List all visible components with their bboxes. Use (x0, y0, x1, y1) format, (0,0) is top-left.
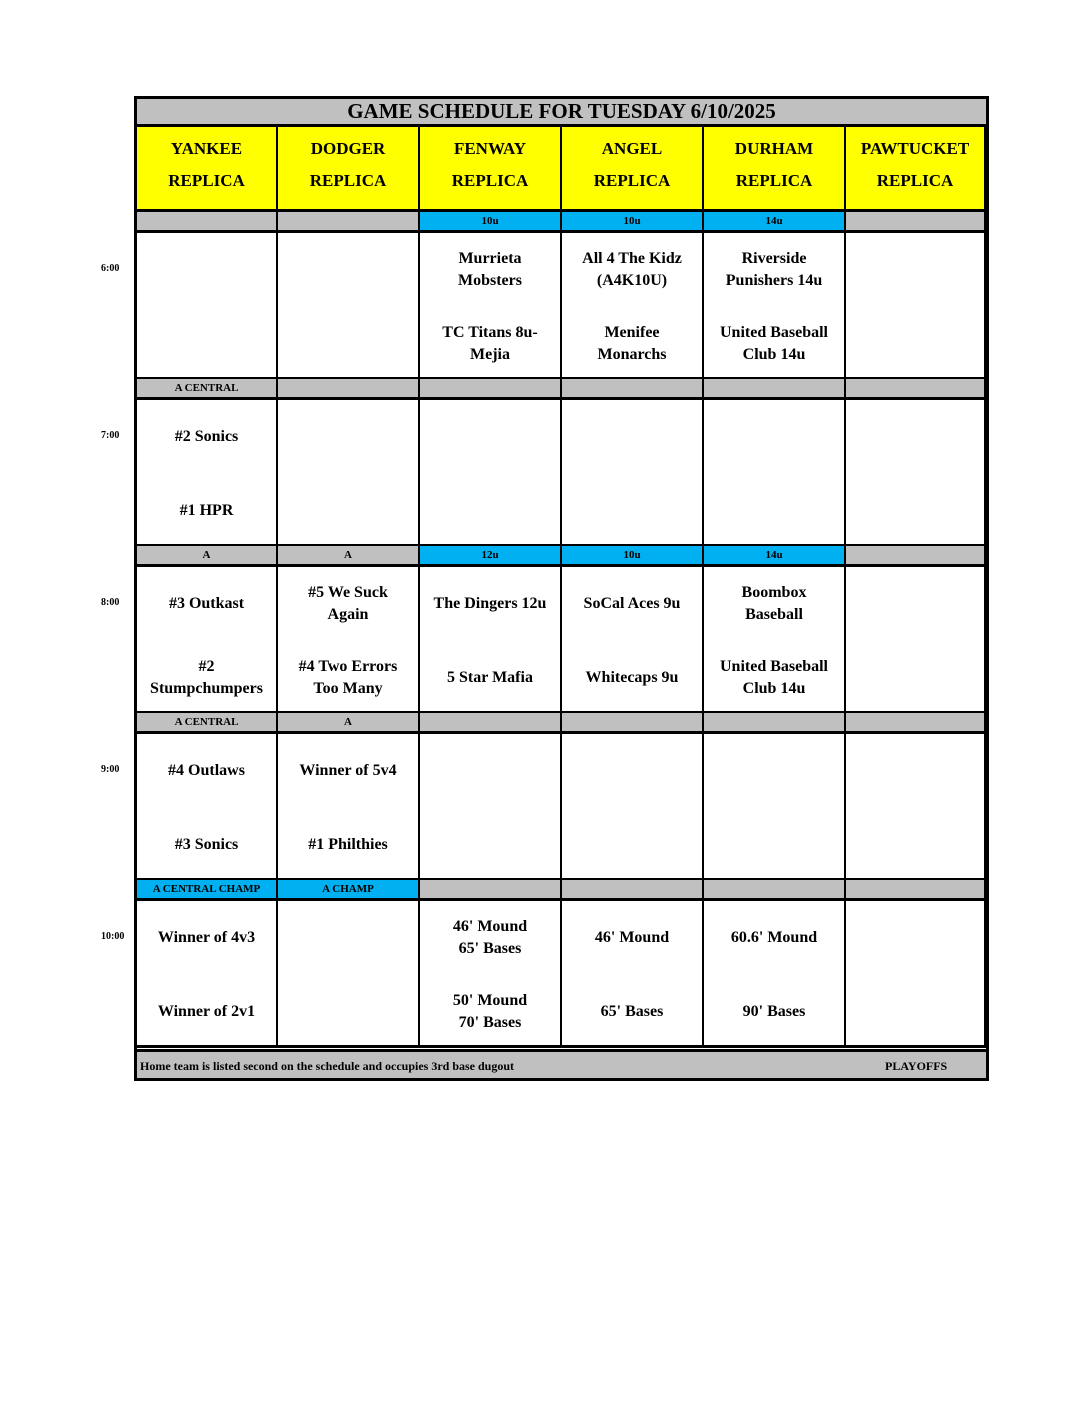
home-team-line: Club 14u (742, 346, 806, 363)
game-cell (137, 901, 278, 1048)
away-team-line: Baseball (745, 606, 803, 623)
away-team-line: Winner of 4v3 (157, 929, 256, 946)
away-team-line: #5 We Suck (308, 584, 388, 601)
game-cell (704, 233, 846, 380)
field-header-yankee (137, 127, 278, 212)
division-label: 10u (562, 546, 704, 567)
game-cell (278, 734, 420, 881)
home-team-line: 50' Mound (452, 992, 528, 1009)
away-team-line: #3 Outkast (168, 595, 245, 612)
time-label: 10:00 (101, 931, 125, 942)
division-label (704, 880, 846, 901)
division-label: A CENTRAL (137, 379, 278, 400)
field-sub: REPLICA (735, 171, 813, 190)
division-label (704, 713, 846, 734)
schedule-title: GAME SCHEDULE FOR TUESDAY 6/10/2025 (134, 96, 989, 127)
game-cell (137, 400, 278, 547)
away-team-line: Punishers 14u (725, 272, 823, 289)
game-cell (420, 734, 562, 881)
away-team-line: 46' Mound (594, 929, 670, 946)
home-team-line: Monarchs (597, 346, 667, 363)
division-label: A (137, 546, 278, 567)
game-cell (278, 901, 420, 1048)
field-name: ANGEL (601, 139, 663, 158)
game-cell (278, 400, 420, 547)
field-sub: REPLICA (593, 171, 671, 190)
field-name: YANKEE (170, 139, 243, 158)
division-label (846, 546, 986, 567)
home-team-line: #1 Philthies (308, 836, 388, 853)
division-label: A CENTRAL CHAMP (137, 880, 278, 901)
game-cell (562, 233, 704, 380)
game-cell (562, 567, 704, 714)
division-label: 12u (420, 546, 562, 567)
field-sub: REPLICA (451, 171, 529, 190)
home-team-line: Mejia (470, 346, 510, 363)
game-cell (704, 901, 846, 1048)
home-team-line: 70' Bases (458, 1014, 522, 1031)
away-team-line: Murrieta (458, 250, 522, 267)
home-team-line: #3 Sonics (174, 836, 239, 853)
field-header-fenway (420, 127, 562, 212)
away-team-line: SoCal Aces 9u (583, 595, 681, 612)
division-label (562, 880, 704, 901)
home-team-line: #4 Two Errors (298, 658, 398, 675)
division-label (846, 880, 986, 901)
away-team-line: 65' Bases (458, 940, 522, 957)
time-label: 6:00 (101, 263, 120, 274)
home-team-line: United Baseball (719, 658, 828, 675)
away-team-line: Winner of 5v4 (299, 762, 397, 779)
field-name: DURHAM (734, 139, 814, 158)
home-team-line: Whitecaps 9u (585, 669, 679, 686)
away-team-line: Riverside (741, 250, 807, 267)
game-cell (846, 901, 986, 1048)
division-label (420, 713, 562, 734)
game-cell (278, 233, 420, 380)
home-team-line: Stumpchumpers (150, 680, 263, 697)
field-header-durham (704, 127, 846, 212)
division-label: A (278, 713, 420, 734)
division-label (562, 379, 704, 400)
game-cell (137, 567, 278, 714)
division-label (278, 212, 420, 233)
game-cell (420, 400, 562, 547)
game-cell (846, 567, 986, 714)
home-team-line: 65' Bases (600, 1003, 664, 1020)
division-label: A (278, 546, 420, 567)
game-cell (846, 233, 986, 380)
home-team-line: 5 Star Mafia (447, 669, 533, 686)
away-team-line: Again (327, 606, 369, 623)
game-cell (137, 734, 278, 881)
game-cell (704, 734, 846, 881)
game-cell (562, 400, 704, 547)
division-label (278, 379, 420, 400)
time-label: 8:00 (101, 597, 120, 608)
home-team-line: #2 (198, 658, 215, 675)
field-sub: REPLICA (309, 171, 387, 190)
field-sub: REPLICA (168, 171, 245, 190)
away-team-line: 46' Mound (452, 918, 528, 935)
field-sub: REPLICA (876, 171, 954, 190)
home-team-note: Home team is listed second on the schedule and occupies 3rd base dugout (140, 1059, 515, 1073)
game-cell (562, 901, 704, 1048)
field-header-angel (562, 127, 704, 212)
game-cell (420, 901, 562, 1048)
division-label: 14u (704, 546, 846, 567)
division-label: 14u (704, 212, 846, 233)
home-team-line: Too Many (313, 680, 383, 697)
field-header-pawtucket (846, 127, 986, 212)
time-label: 9:00 (101, 764, 120, 775)
division-label: 10u (562, 212, 704, 233)
away-team-line: (A4K10U) (596, 272, 668, 289)
game-cell (420, 567, 562, 714)
home-team-line: Club 14u (742, 680, 806, 697)
division-label (420, 379, 562, 400)
away-team-line: Boombox (741, 584, 807, 601)
footer-bar (134, 1049, 989, 1081)
division-label: A CENTRAL (137, 713, 278, 734)
division-label (420, 880, 562, 901)
division-label (137, 212, 278, 233)
away-team-line: Mobsters (458, 272, 522, 289)
division-label (562, 713, 704, 734)
playoffs-label: PLAYOFFS (885, 1059, 948, 1073)
home-team-line: United Baseball (719, 324, 828, 341)
home-team-line: Winner of 2v1 (157, 1003, 256, 1020)
field-name: PAWTUCKET (860, 139, 970, 158)
division-label (846, 713, 986, 734)
game-cell (704, 567, 846, 714)
division-label: A CHAMP (278, 880, 420, 901)
away-team-line: #4 Outlaws (168, 762, 245, 779)
division-label (846, 379, 986, 400)
field-name: DODGER (310, 139, 386, 158)
time-label: 7:00 (101, 430, 120, 441)
away-team-line: The Dingers 12u (433, 595, 547, 612)
game-cell (704, 400, 846, 547)
home-team-line: 90' Bases (742, 1003, 806, 1020)
away-team-line: #2 Sonics (174, 428, 239, 445)
home-team-line: Menifee (604, 324, 660, 341)
away-team-line: 60.6' Mound (730, 929, 818, 946)
game-cell (562, 734, 704, 881)
field-name: FENWAY (453, 139, 527, 158)
home-team-line: TC Titans 8u- (442, 324, 538, 341)
game-cell (846, 734, 986, 881)
division-label: 10u (420, 212, 562, 233)
home-team-line: #1 HPR (179, 502, 234, 519)
field-header-dodger (278, 127, 420, 212)
game-cell (846, 400, 986, 547)
division-label (846, 212, 986, 233)
away-team-line: All 4 The Kidz (582, 250, 682, 267)
game-cell (420, 233, 562, 380)
game-cell (278, 567, 420, 714)
division-label (704, 379, 846, 400)
game-cell (137, 233, 278, 380)
